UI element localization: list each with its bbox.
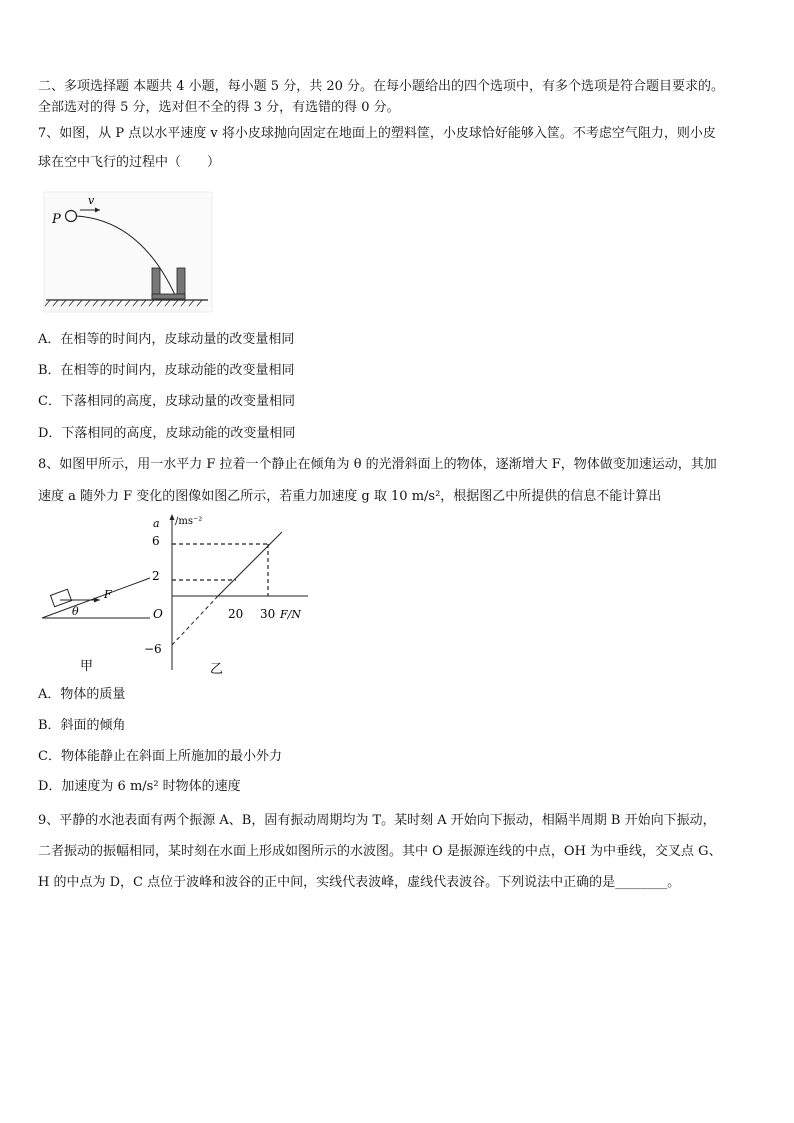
caption-jia: 甲 — [80, 659, 94, 674]
q8-option-c[interactable]: C．物体能静止在斜面上所施加的最小外力 — [38, 749, 282, 764]
q7-stem-line1: 7、如图，从 P 点以水平速度 v 将小皮球抛向固定在地面上的塑料筐，小皮球恰好能够入筐。不考虑空气阻力，则小皮 — [38, 126, 716, 141]
q7-option-d[interactable]: D．下落相同的高度，皮球动能的改变量相同 — [38, 426, 296, 441]
q9-stem-line3: H 的中点为 D，C 点位于波峰和波谷的正中间，实线代表波峰，虚线代表波谷。下列说法中正确的是________。 — [38, 875, 681, 890]
ball-icon — [66, 211, 77, 222]
q8-stem-line1: 8、如图甲所示，用一水平力 F 拉着一个静止在倾角为 θ 的光滑斜面上的物体，逐渐增大 F，物体做变加速运动，其加 — [38, 457, 717, 472]
axis-y-label: a — [153, 517, 160, 530]
q7-stem-line2: 球在空中飞行的过程中（ ） — [38, 155, 221, 170]
axis-x-label: F/N — [280, 608, 301, 621]
section-header-line2: 全部选对的得 5 分，选对但不全的得 3 分，有选错的得 0 分。 — [38, 100, 400, 115]
basket-right-wall — [177, 268, 185, 298]
tick-30: 30 — [260, 607, 276, 621]
q8-label-f: F — [104, 588, 112, 601]
dash-extension-line — [172, 596, 218, 645]
tick-6: 6 — [152, 534, 160, 548]
axis-y-unit: /ms⁻² — [175, 516, 203, 527]
tick-20: 20 — [228, 607, 244, 621]
q8-figure-yi — [140, 510, 315, 675]
caption-yi: 乙 — [210, 662, 224, 675]
block — [50, 589, 71, 606]
basket-bottom — [152, 294, 185, 299]
tick-neg6: −6 — [144, 642, 162, 656]
q9-stem-line1: 9、平静的水池表面有两个振源 A、B，固有振动周期均为 T。某时刻 A 开始向下振动，相隔半周期 B 开始向下振动， — [38, 813, 716, 828]
q7-label-p: P — [52, 212, 61, 227]
basket-left-wall — [152, 268, 160, 298]
q9-stem-line2: 二者振动的振幅相同，某时刻在水面上形成如图所示的水波图。其中 O 是振源连线的中点，OH 为中垂线，交叉点 G、 — [38, 844, 722, 859]
q7-option-a[interactable]: A．在相等的时间内，皮球动量的改变量相同 — [38, 332, 295, 347]
q8-option-d[interactable]: D．加速度为 6 m/s² 时物体的速度 — [38, 779, 241, 794]
q8-stem-line2: 速度 a 随外力 F 变化的图像如图乙所示，若重力加速度 g 取 10 m/s²，根据图乙中所提供的信息不能计算出 — [38, 489, 662, 504]
q8-label-theta: θ — [72, 605, 79, 618]
q7-figure-frame — [44, 192, 212, 312]
tick-origin: O — [153, 607, 163, 621]
q8-option-a[interactable]: A．物体的质量 — [38, 687, 126, 702]
q7-option-b[interactable]: B．在相等的时间内，皮球动能的改变量相同 — [38, 363, 295, 378]
tick-2: 2 — [152, 569, 160, 583]
q7-figure — [40, 190, 215, 315]
force-arrowhead-icon — [94, 598, 100, 603]
y-axis-arrow-icon — [170, 514, 175, 520]
q7-label-v: v — [88, 194, 95, 207]
section-header-line1: 二、多项选择题 本题共 4 小题，每小题 5 分，共 20 分。在每小题给出的四个选项中，有多个选项是符合题目要求的。 — [38, 79, 725, 94]
graph-line — [218, 532, 282, 596]
q8-option-b[interactable]: B．斜面的倾角 — [38, 718, 126, 733]
q7-option-c[interactable]: C．下落相同的高度，皮球动量的改变量相同 — [38, 394, 295, 409]
